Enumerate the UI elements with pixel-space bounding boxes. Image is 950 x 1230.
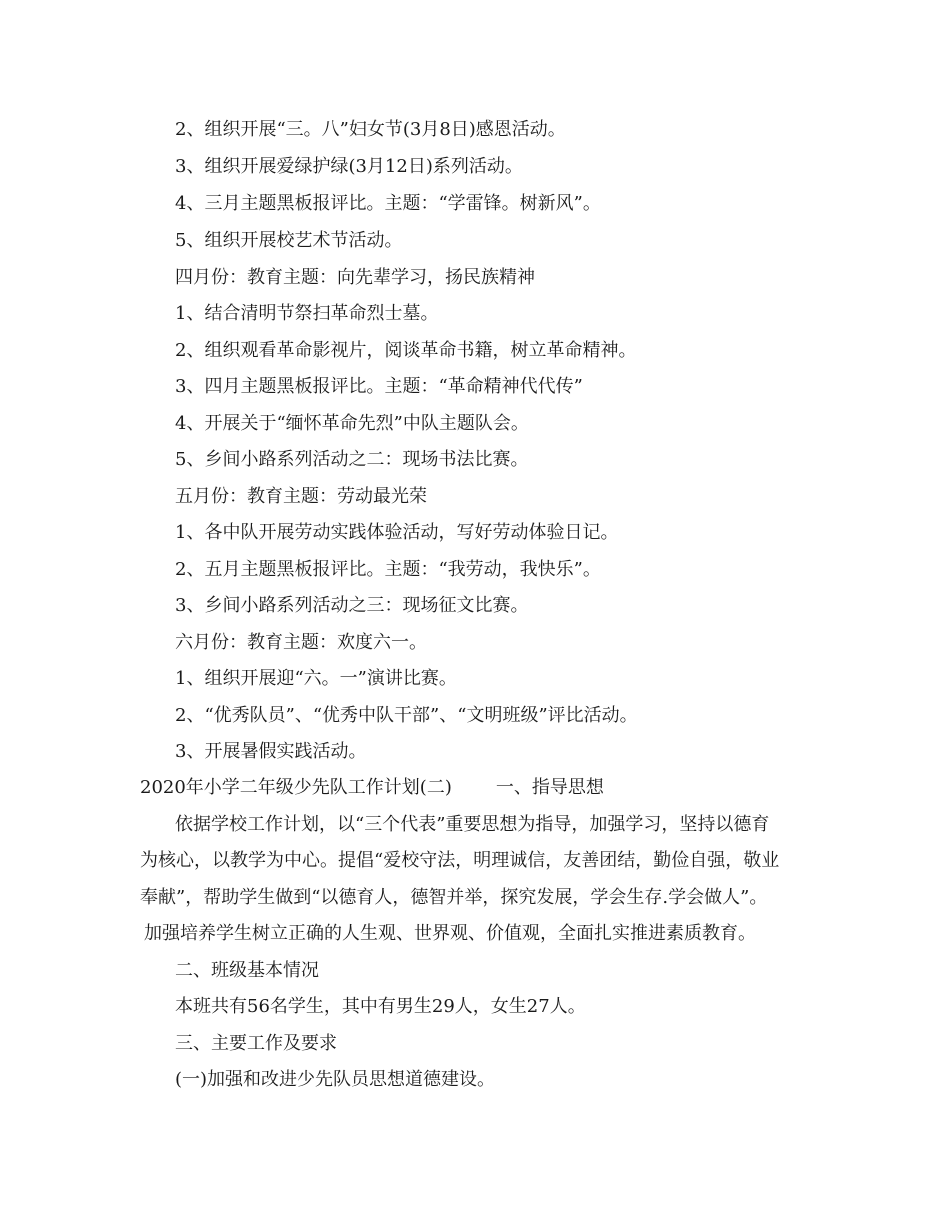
list-item: 5、乡间小路系列活动之二：现场书法比赛。 — [175, 449, 529, 470]
paragraph-line: 加强培养学生树立正确的人生观、世界观、价值观，全面扎实推进素质教育。 — [144, 923, 756, 944]
plan-title-line — [140, 776, 604, 800]
list-item: 1、结合清明节祭扫革命烈士墓。 — [175, 303, 439, 324]
list-item: 1、组织开展迎“六。一”演讲比赛。 — [175, 668, 457, 689]
list-item: 2、五月主题黑板报评比。主题：“我劳动，我快乐”。 — [175, 559, 601, 580]
month-heading: 五月份：教育主题：劳动最光荣 — [175, 486, 427, 507]
section-heading: 二、班级基本情况 — [175, 960, 319, 981]
plan-title: 2020年小学二年级少先队工作计划(二) — [140, 777, 452, 798]
list-item: 4、开展关于“缅怀革命先烈”中队主题队会。 — [175, 413, 529, 434]
list-item: 5、组织开展校艺术节活动。 — [175, 230, 403, 251]
list-item: 2、“优秀队员”、“优秀中队干部”、“文明班级”评比活动。 — [175, 705, 638, 726]
list-item: 3、乡间小路系列活动之三：现场征文比赛。 — [175, 595, 529, 616]
list-item: 4、三月主题黑板报评比。主题：“学雷锋。树新风”。 — [175, 193, 601, 214]
list-item: 3、四月主题黑板报评比。主题：“革命精神代代传” — [175, 376, 583, 397]
list-item: 3、组织开展爱绿护绿(3月12日)系列活动。 — [175, 156, 523, 177]
list-item: 1、各中队开展劳动实践体验活动，写好劳动体验日记。 — [175, 522, 619, 543]
section-heading: 三、主要工作及要求 — [175, 1033, 337, 1054]
month-heading: 四月份：教育主题：向先辈学习，扬民族精神 — [175, 267, 535, 288]
list-item: (一)加强和改进少先队员思想道德建设。 — [175, 1069, 496, 1090]
list-item: 3、开展暑假实践活动。 — [175, 741, 367, 762]
paragraph-line: 为核心，以教学为中心。提倡“爱校守法，明理诚信，友善团结，勤俭自强，敬业 — [140, 850, 780, 871]
month-heading: 六月份：教育主题：欢度六一。 — [175, 632, 427, 653]
paragraph-line: 奉献”，帮助学生做到“以德育人，德智并举，探究发展，学会生存.学会做人”。 — [140, 887, 768, 908]
section-heading: 一、指导思想 — [495, 777, 604, 798]
list-item: 2、组织开展“三。八”妇女节(3月8日)感恩活动。 — [175, 119, 566, 140]
paragraph-line: 依据学校工作计划，以“三个代表”重要思想为指导，加强学习，坚持以德育 — [175, 814, 770, 835]
paragraph-line: 本班共有56名学生，其中有男生29人，女生27人。 — [175, 996, 586, 1017]
list-item: 2、组织观看革命影视片，阅谈革命书籍，树立革命精神。 — [175, 340, 637, 361]
